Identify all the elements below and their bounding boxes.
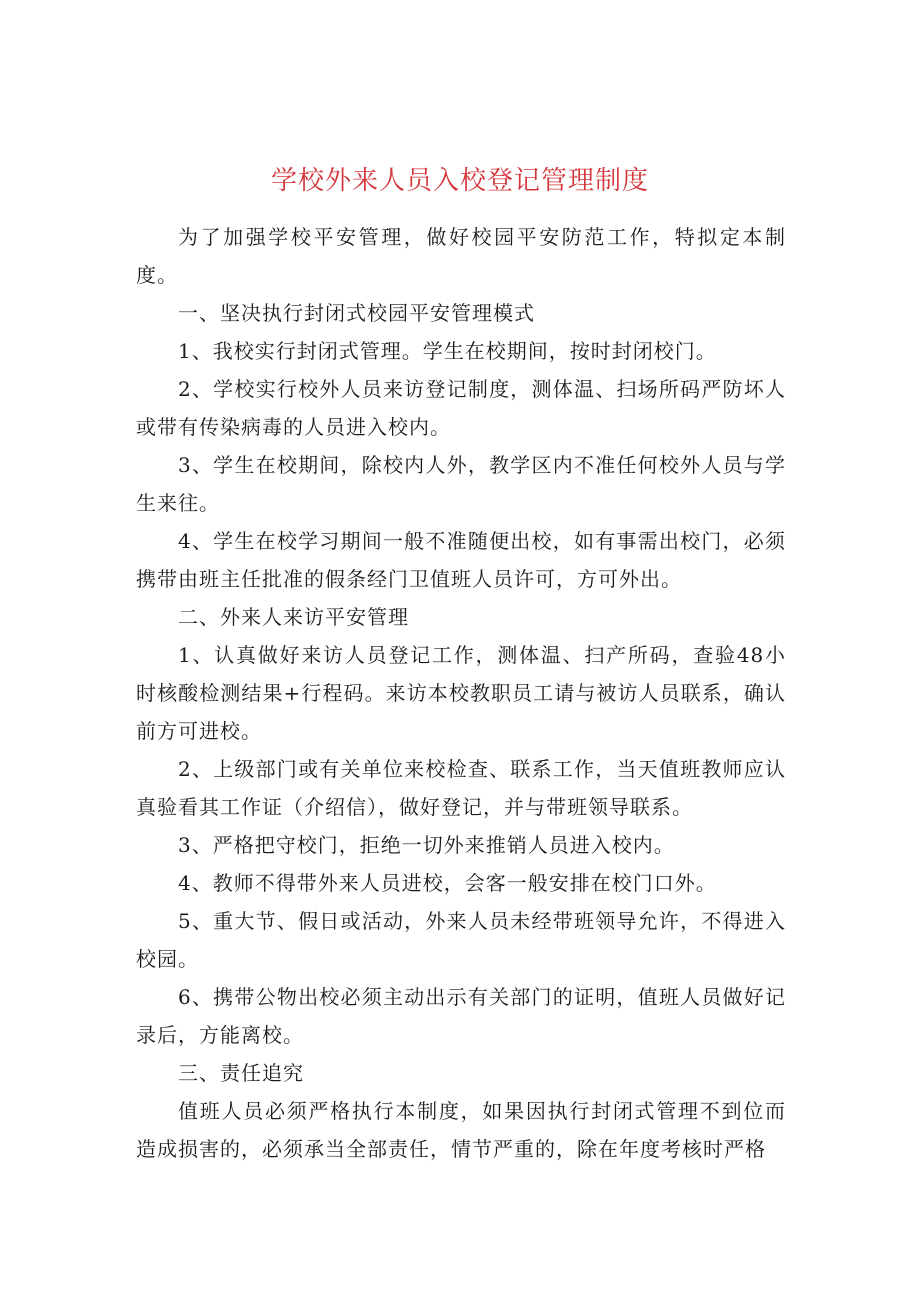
section-2-item-1: 1、认真做好来访人员登记工作，测体温、扫产所码，查验48小时核酸检测结果+行程码。来访本校教职员工请与被访人员联系，确认前方可进校。 bbox=[136, 643, 786, 743]
section-heading-2: 二、外来人来访平安管理 bbox=[178, 605, 409, 629]
section-heading-1: 一、坚决执行封闭式校园平安管理模式 bbox=[178, 301, 535, 325]
document-title: 学校外来人员入校登记管理制度 bbox=[270, 166, 649, 196]
section-heading-3: 三、责任追究 bbox=[178, 1061, 304, 1085]
section-1-item-3: 3、学生在校期间，除校内人外，教学区内不准任何校外人员与学生来往。 bbox=[136, 453, 786, 515]
section-1-item-4: 4、学生在校学习期间一般不准随便出校，如有事需出校门，必须携带由班主任批准的假条经门卫值班人员许可，方可外出。 bbox=[136, 529, 786, 591]
section-2-item-2: 2、上级部门或有关单位来校检查、联系工作，当天值班教师应认真验看其工作证（介绍信），做好登记，并与带班领导联系。 bbox=[136, 757, 786, 819]
intro-paragraph: 为了加强学校平安管理，做好校园平安防范工作，特拟定本制度。 bbox=[136, 225, 786, 287]
section-1-item-2: 2、学校实行校外人员来访登记制度，测体温、扫场所码严防坏人或带有传染病毒的人员进入校内。 bbox=[136, 377, 786, 439]
section-2-item-5: 5、重大节、假日或活动，外来人员未经带班领导允许，不得进入校园。 bbox=[136, 909, 786, 971]
section-2-item-6: 6、携带公物出校必须主动出示有关部门的证明，值班人员做好记录后，方能离校。 bbox=[136, 985, 786, 1047]
section-3-paragraph: 值班人员必须严格执行本制度，如果因执行封闭式管理不到位而造成损害的，必须承当全部责任，情节严重的，除在年度考核时严格 bbox=[136, 1099, 786, 1161]
section-2-item-4: 4、教师不得带外来人员进校，会客一般安排在校门口外。 bbox=[178, 871, 717, 895]
section-2-item-3: 3、严格把守校门，拒绝一切外来推销人员进入校内。 bbox=[178, 833, 675, 857]
document-body bbox=[136, 218, 786, 1168]
section-1-item-1: 1、我校实行封闭式管理。学生在校期间，按时封闭校门。 bbox=[178, 339, 717, 363]
